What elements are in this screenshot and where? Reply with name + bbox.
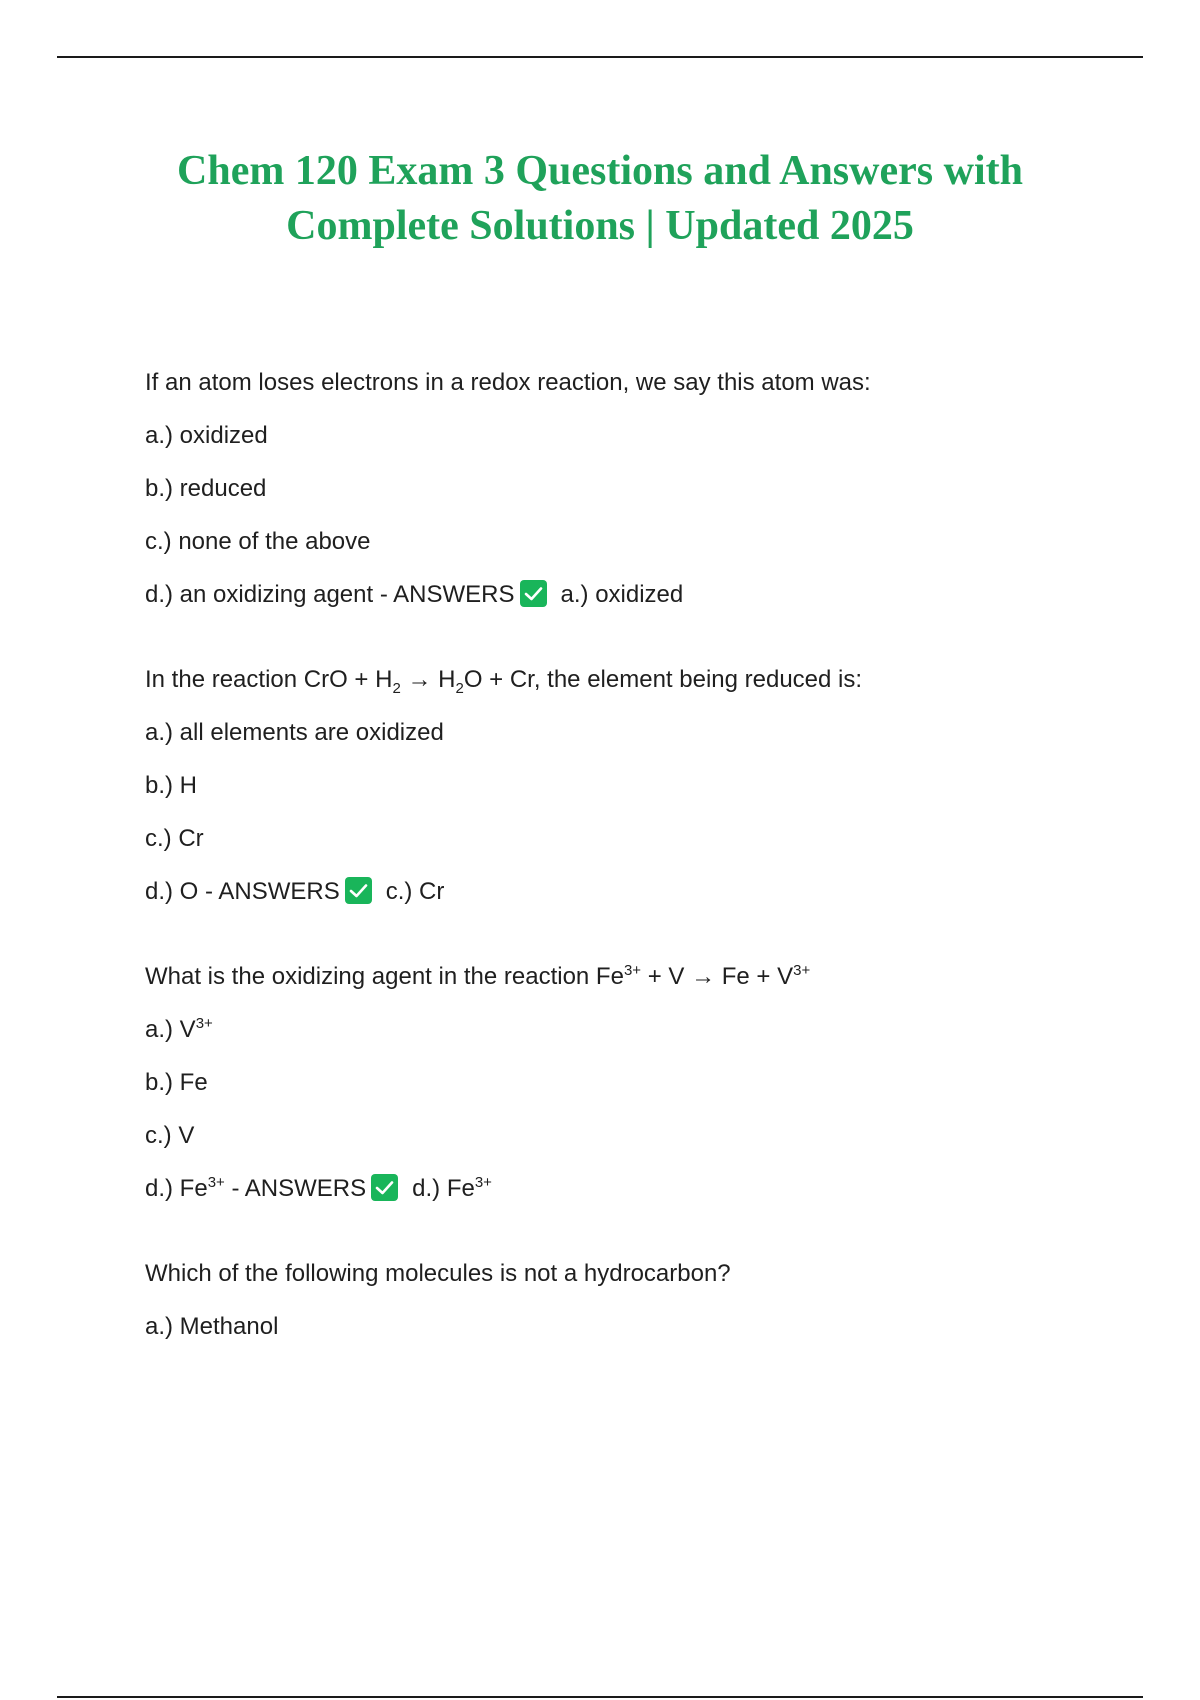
answer-text: c.) Cr [385,878,445,905]
prompt-text: → H [400,666,456,693]
question-list [145,368,1105,1397]
superscript: 3+ [793,962,811,979]
superscript: 3+ [207,1174,225,1191]
option-d-with-answer [145,877,1105,907]
bottom-divider [57,1696,1143,1698]
checkmark-icon [371,1174,398,1201]
superscript: 3+ [474,1174,492,1191]
option-a [145,1015,1105,1045]
question-prompt: Which of the following molecules is not a hydrocarbon? [145,1260,731,1287]
subscript: 2 [392,679,401,697]
option-b: b.) Fe [145,1069,208,1096]
option-b: b.) reduced [145,475,267,502]
answer-text: a.) oxidized [560,581,684,608]
title-line-1: Chem 120 Exam 3 Questions and Answers with [177,148,1023,194]
question-block-2 [145,665,1105,907]
document-title [60,144,1140,254]
option-a: a.) Methanol [145,1313,279,1340]
title-line-2: Complete Solutions | Updated 2025 [286,203,914,249]
option-d-with-answer [145,580,1105,610]
option-a: a.) oxidized [145,422,268,449]
superscript: 3+ [623,962,642,979]
question-block-1 [145,368,1105,610]
option-b: b.) H [145,772,198,799]
question-prompt [145,665,1105,695]
option-c: c.) none of the above [145,528,371,555]
option-c: c.) Cr [145,825,204,852]
option-d-suffix: - ANSWERS [224,1175,367,1202]
checkmark-icon [345,877,372,904]
option-d-with-answer [145,1174,1105,1204]
option-text: a.) V [145,1016,196,1043]
answer-text: d.) Fe [412,1175,475,1202]
option-d: d.) Fe [145,1175,208,1202]
prompt-text: + V → Fe + V [641,963,794,990]
option-d: d.) O - ANSWERS [145,878,340,905]
prompt-text: What is the oxidizing agent in the reaction Fe [145,963,624,990]
checkmark-icon [520,580,547,607]
superscript: 3+ [195,1015,213,1032]
option-a: a.) all elements are oxidized [145,719,444,746]
option-c: c.) V [145,1122,195,1149]
prompt-text: In the reaction CrO + H [145,666,393,693]
question-block-4 [145,1259,1105,1342]
question-block-3 [145,962,1105,1204]
question-prompt: If an atom loses electrons in a redox reaction, we say this atom was: [145,369,871,396]
top-divider [57,56,1143,58]
option-d: d.) an oxidizing agent - ANSWERS [145,581,515,608]
subscript: 2 [455,679,464,697]
prompt-text: O + Cr, the element being reduced is: [463,666,863,693]
question-prompt [145,962,1105,992]
